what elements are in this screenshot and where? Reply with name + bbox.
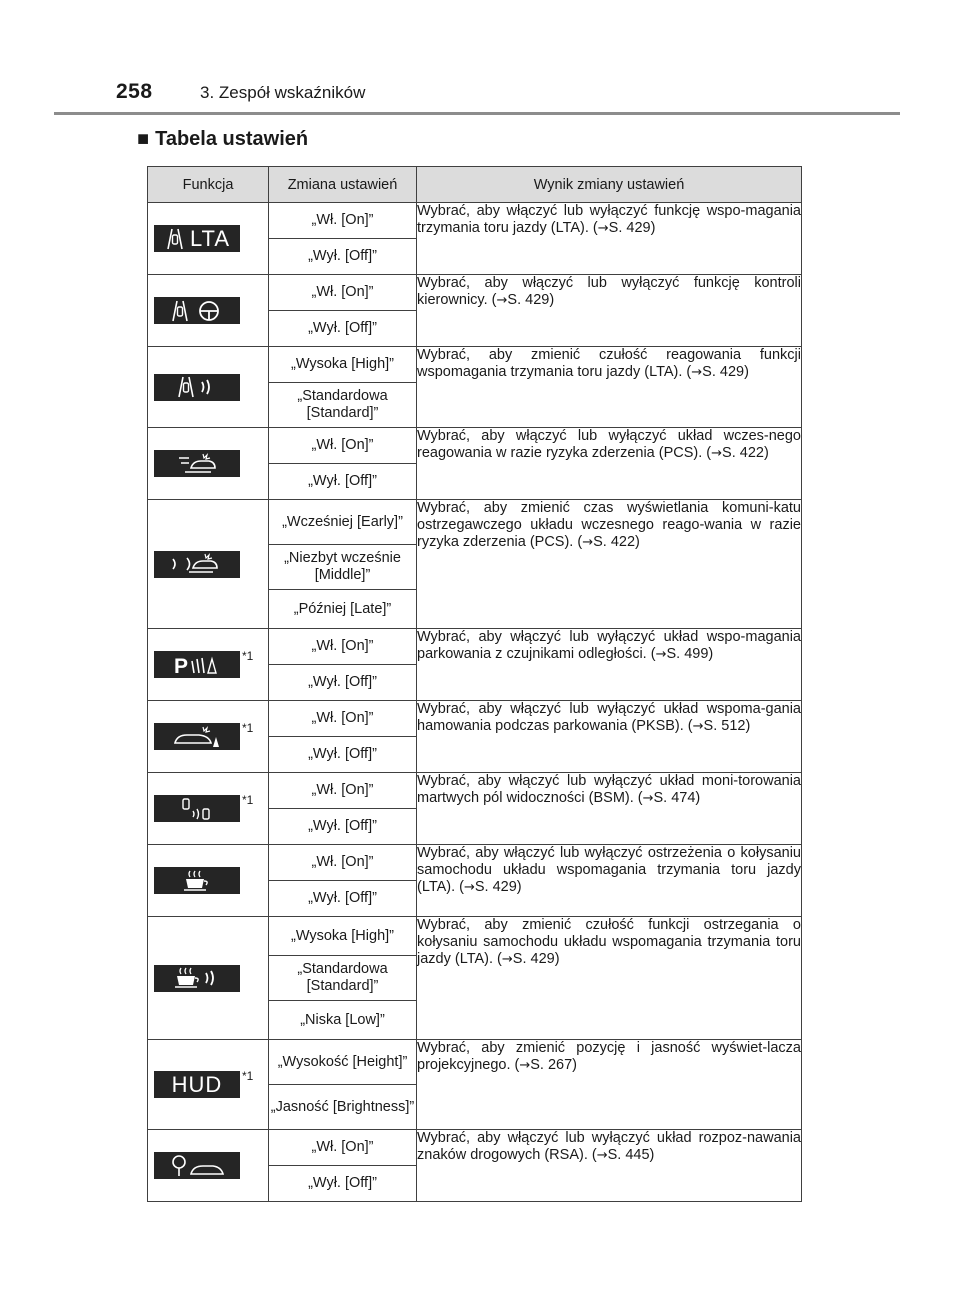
setting-option: „Wył. [Off]” xyxy=(269,737,417,773)
result-description xyxy=(417,1130,802,1202)
description-text: Wybrać, aby włączyć lub wyłączyć układ wspo-magania parkowania z czujnikami odległości. ( xyxy=(417,629,801,662)
table-row xyxy=(148,428,802,464)
description-text: Wybrać, aby włączyć lub wyłączyć układ wczes-nego reagowania w razie ryzyka zderzenia (PCS). ( xyxy=(417,428,801,461)
setting-option: „Jasność [Brightness]” xyxy=(269,1085,417,1130)
result-description xyxy=(417,773,802,845)
setting-option: „Wył. [Off]” xyxy=(269,881,417,917)
table-row xyxy=(148,1130,802,1166)
parking-sensor-icon xyxy=(154,651,240,678)
table-row xyxy=(148,917,802,956)
arrow-icon: → xyxy=(501,952,513,967)
page-reference: S. 422) xyxy=(593,534,640,550)
setting-option: „Wł. [On]” xyxy=(269,1130,417,1166)
function-cell xyxy=(148,701,269,773)
lane-sensitivity-icon xyxy=(154,374,240,401)
arrow-icon: → xyxy=(692,719,704,734)
setting-option: „Wył. [Off]” xyxy=(269,1166,417,1202)
steering-assist-icon xyxy=(154,297,240,324)
page-reference: S. 422) xyxy=(722,445,769,461)
table-row xyxy=(148,347,802,383)
setting-option: „Standardowa [Standard]” xyxy=(269,956,417,1001)
arrow-icon: → xyxy=(496,293,508,308)
arrow-icon: → xyxy=(463,880,475,895)
function-cell xyxy=(148,1130,269,1202)
setting-option: „Niezbyt wcześnie [Middle]” xyxy=(269,545,417,590)
coffee-cup-sensitivity-icon xyxy=(154,965,240,992)
table-row xyxy=(148,203,802,239)
setting-option: „Wł. [On]” xyxy=(269,428,417,464)
function-cell xyxy=(148,917,269,1040)
arrow-icon: → xyxy=(596,1148,608,1163)
table-row xyxy=(148,773,802,809)
result-description xyxy=(417,428,802,500)
pcs-timing-icon xyxy=(154,551,240,578)
hud-icon xyxy=(154,1071,240,1098)
table-row xyxy=(148,1040,802,1085)
table-row xyxy=(148,845,802,881)
function-cell xyxy=(148,629,269,701)
arrow-icon: → xyxy=(655,647,667,662)
page-reference: S. 445) xyxy=(607,1147,655,1163)
icon-label: LTA xyxy=(189,226,231,251)
setting-option: „Wł. [On]” xyxy=(269,203,417,239)
function-cell xyxy=(148,845,269,917)
table-row xyxy=(148,629,802,665)
description-text: Wybrać, aby zmienić czułość funkcji ostrzegania o kołysaniu samochodu układu wspomagania trzymania toru jazdy (LTA). ( xyxy=(417,917,801,967)
description-text: Wybrać, aby włączyć lub wyłączyć funkcję wspo-magania trzymania toru jazdy (LTA). ( xyxy=(417,203,801,236)
function-cell xyxy=(148,275,269,347)
table-row xyxy=(148,275,802,311)
arrow-icon: → xyxy=(711,446,723,461)
result-description xyxy=(417,203,802,275)
description-text: Wybrać, aby zmienić pozycję i jasność wyświet-lacza projekcyjnego. ( xyxy=(417,1040,801,1073)
setting-option: „Wył. [Off]” xyxy=(269,464,417,500)
page-reference: S. 267) xyxy=(530,1057,578,1073)
page-reference: S. 429) xyxy=(702,364,749,380)
arrow-icon: → xyxy=(691,365,703,380)
description-text: Wybrać, aby zmienić czas wyświetlania komuni-katu ostrzegawczego układu wczesnego reago-wania w razie ryzyka zderzenia (PCS). ( xyxy=(417,500,801,550)
function-cell xyxy=(148,347,269,428)
arrow-icon: → xyxy=(597,221,609,236)
column-header-result: Wynik zmiany ustawień xyxy=(417,167,802,203)
function-cell xyxy=(148,773,269,845)
page-reference: S. 429) xyxy=(512,951,560,967)
setting-option: „Później [Late]” xyxy=(269,590,417,629)
setting-option: „Wcześniej [Early]” xyxy=(269,500,417,545)
footnote-marker: *1 xyxy=(242,792,254,807)
section-heading xyxy=(137,128,308,151)
setting-option: „Wysoka [High]” xyxy=(269,347,417,383)
page-reference: S. 499) xyxy=(666,646,714,662)
svg-text:P: P xyxy=(174,654,189,677)
page-reference: S. 512) xyxy=(703,718,751,734)
description-text: Wybrać, aby włączyć lub wyłączyć ostrzeżenia o kołysaniu samochodu układu wspomagania trzymania toru jazdy (LTA). ( xyxy=(417,845,801,895)
section-marker-icon: ■ xyxy=(137,128,150,150)
description-text: Wybrać, aby włączyć lub wyłączyć układ rozpoz-nawania znaków drogowych (RSA). ( xyxy=(417,1130,801,1163)
function-cell xyxy=(148,203,269,275)
page-reference: S. 429) xyxy=(474,879,522,895)
result-description xyxy=(417,347,802,428)
result-description xyxy=(417,701,802,773)
setting-option: „Wł. [On]” xyxy=(269,773,417,809)
table-body xyxy=(148,203,802,1202)
chapter-title: 3. Zespół wskaźników xyxy=(200,83,366,102)
bsm-blind-spot-icon xyxy=(154,795,240,822)
coffee-cup-icon xyxy=(154,867,240,894)
pksb-brake-icon xyxy=(154,723,240,750)
arrow-icon: → xyxy=(519,1058,531,1073)
page-number: 258 xyxy=(116,80,153,103)
lta-lane-icon xyxy=(154,225,240,252)
setting-option: „Wł. [On]” xyxy=(269,629,417,665)
icon-label: HUD xyxy=(171,1072,223,1097)
result-description xyxy=(417,629,802,701)
description-text: Wybrać, aby włączyć lub wyłączyć funkcję kontroli kierownicy. ( xyxy=(417,275,801,308)
setting-option: „Wysokość [Height]” xyxy=(269,1040,417,1085)
function-cell xyxy=(148,1040,269,1130)
arrow-icon: → xyxy=(582,535,594,550)
section-title: Tabela ustawień xyxy=(155,128,309,150)
column-header-setting: Zmiana ustawień xyxy=(269,167,417,203)
column-header-function: Funkcja xyxy=(148,167,269,203)
pcs-collision-icon xyxy=(154,450,240,477)
setting-option: „Wł. [On]” xyxy=(269,275,417,311)
page-reference: S. 474) xyxy=(653,790,701,806)
footnote-marker: *1 xyxy=(242,720,254,735)
table-row xyxy=(148,701,802,737)
setting-option: „Wł. [On]” xyxy=(269,845,417,881)
rsa-road-sign-icon xyxy=(154,1152,240,1179)
setting-option: „Wysoka [High]” xyxy=(269,917,417,956)
description-text: Wybrać, aby włączyć lub wyłączyć układ wspoma-gania hamowania podczas parkowania (PKSB). ( xyxy=(417,701,801,734)
description-text: Wybrać, aby zmienić czułość reagowania funkcji wspomagania trzymania toru jazdy (LTA). ( xyxy=(417,347,801,380)
setting-option: „Wył. [Off]” xyxy=(269,311,417,347)
footnote-marker: *1 xyxy=(242,648,254,663)
arrow-icon: → xyxy=(642,791,654,806)
result-description xyxy=(417,845,802,917)
setting-option: „Standardowa [Standard]” xyxy=(269,383,417,428)
setting-option: „Wł. [On]” xyxy=(269,701,417,737)
result-description xyxy=(417,917,802,1040)
setting-option: „Wył. [Off]” xyxy=(269,809,417,845)
description-text: Wybrać, aby włączyć lub wyłączyć układ moni-torowania martwych pól widoczności (BSM). ( xyxy=(417,773,801,806)
settings-table xyxy=(147,166,802,1202)
page-header xyxy=(54,80,900,114)
header-rule xyxy=(54,112,900,115)
page-reference: S. 429) xyxy=(507,292,555,308)
footnote-marker: *1 xyxy=(242,1068,254,1083)
table-header-row xyxy=(148,167,802,203)
result-description xyxy=(417,275,802,347)
setting-option: „Wył. [Off]” xyxy=(269,665,417,701)
page-reference: S. 429) xyxy=(608,220,656,236)
setting-option: „Niska [Low]” xyxy=(269,1001,417,1040)
result-description xyxy=(417,500,802,629)
setting-option: „Wył. [Off]” xyxy=(269,239,417,275)
table-row xyxy=(148,500,802,545)
result-description xyxy=(417,1040,802,1130)
function-cell xyxy=(148,500,269,629)
function-cell xyxy=(148,428,269,500)
